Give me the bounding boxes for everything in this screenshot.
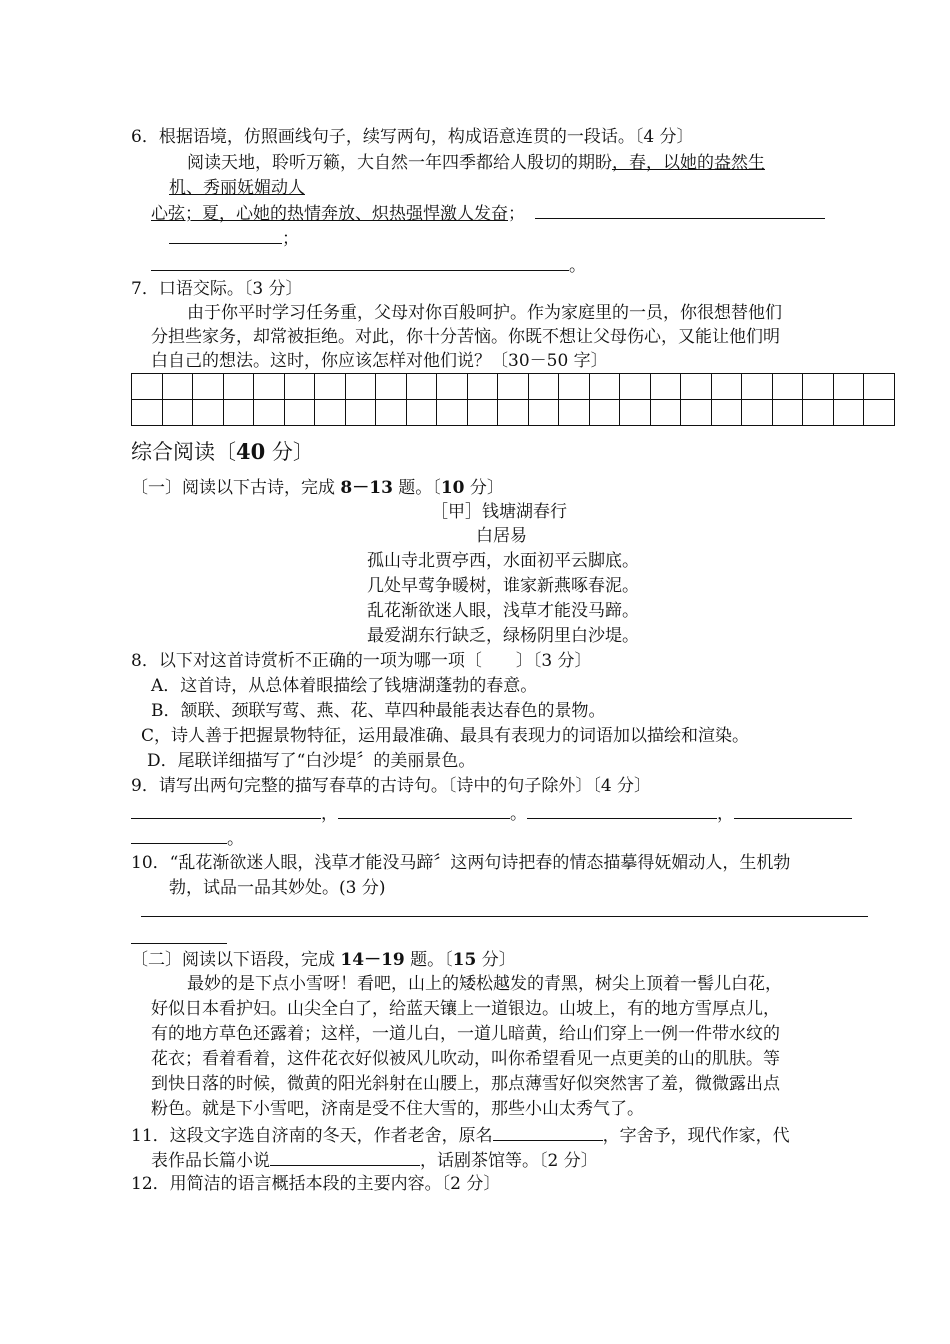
grid-row xyxy=(132,400,895,426)
q8-title: 8．以下对这首诗赏析不正确的一项为哪一项〔 〕〔3 分〕 xyxy=(131,651,592,671)
q6-passage-line3: 心弦；夏，心她的热情奔放、炽热强悍激人发奋； xyxy=(151,201,825,226)
q8-option-a[interactable]: A．这首诗，从总体着眼描绘了钱塘湖蓬勃的春意。 xyxy=(151,676,538,696)
q10-text-line2: 勃，试品一品其妙处。(3 分) xyxy=(169,878,386,898)
q7-answer-grid[interactable] xyxy=(131,373,895,426)
q6-passage-line5: 。 xyxy=(151,253,586,278)
q6-passage-line1 xyxy=(187,151,765,175)
q12-title: 12．用简洁的语言概括本段的主要内容。〔2 分〕 xyxy=(131,1174,501,1194)
passage-line: 粉色。就是下小雪吧，济南是受不住大雪的，那些小山太秀气了。 xyxy=(151,1099,644,1119)
q8-option-c[interactable]: C，诗人善于把握景物特征，运用最准确、最具有表现力的词语加以描绘和渲染。 xyxy=(141,726,750,746)
q9-answer-line: ， 。 ， xyxy=(131,801,852,826)
q9-answer-blank-2[interactable] xyxy=(338,801,510,819)
passage-line: 最妙的是下点小雪呀！看吧，山上的矮松越发的青黑，树尖上顶着一髻儿白花， xyxy=(187,974,782,994)
q6-passage-line4: ； xyxy=(169,226,299,251)
q7-text-line3: 白自己的想法。这时，你应该怎样对他们说？〔30－50 字〕 xyxy=(151,351,608,371)
q11-line2: 表作品长篇小说 ，话剧茶馆等。〔2 分〕 xyxy=(151,1148,598,1173)
q6-underlined-text-1: ，春，以她的盎然生 xyxy=(612,153,765,173)
passage-line: 到快日落的时候，微黄的阳光斜射在山腰上，那点薄雪好似突然害了羞，微微露出点 xyxy=(151,1074,780,1094)
poem-title: ［甲］钱塘湖春行 xyxy=(431,502,567,522)
poem-author: 白居易 xyxy=(476,526,527,546)
poem-line: 乱花渐欲迷人眼，浅草才能没马蹄。 xyxy=(367,601,639,621)
q7-text-line1: 由于你平时学习任务重，父母对你百般呵护。作为家庭里的一员，你很想替他们 xyxy=(187,303,782,323)
q11-original-name-blank[interactable] xyxy=(493,1123,603,1141)
q10-text-line1: 10．“乱花渐欲迷人眼，浅草才能没马蹄〞这两句诗把春的情态描摹得妩媚动人，生机勃 xyxy=(131,853,791,873)
poem-line: 最爱湖东行缺乏，绿杨阴里白沙堤。 xyxy=(367,626,639,646)
poem-line: 几处早莺争暖树，谁家新燕啄春泥。 xyxy=(367,576,639,596)
q6-answer-blank-2[interactable] xyxy=(169,226,282,244)
grid-row xyxy=(132,374,895,400)
q6-title: 6．根据语境，仿照画线句子，续写两句，构成语意连贯的一段话。〔4 分〕 xyxy=(131,127,694,147)
q8-option-d[interactable]: D．尾联详细描写了“白沙堤〞的美丽景色。 xyxy=(147,751,476,771)
q6-answer-blank-3[interactable] xyxy=(151,253,569,271)
q6-plain-text: 阅读天地，聆听万籁，大自然一年四季都给人殷切的期盼 xyxy=(187,153,612,173)
q9-title: 9．请写出两句完整的描写春草的古诗句。〔诗中的句子除外〕〔4 分〕 xyxy=(131,776,652,796)
q9-answer-blank-3[interactable] xyxy=(527,801,717,819)
q7-title: 7．口语交际。〔3 分〕 xyxy=(131,279,303,299)
q6-underlined-text-2: 机、秀丽妩媚动人 xyxy=(169,178,305,198)
part1-instruction: 〔一〕阅读以下古诗，完成 8－13 题。〔10 分〕 xyxy=(131,478,504,498)
q9-answer-blank-5[interactable] xyxy=(131,826,227,844)
q6-underlined-text-3: 心弦；夏，心她的热情奔放、炽热强悍激人发奋 xyxy=(151,204,508,224)
passage-line: 花衣；看着看着，这件花衣好似被风儿吹动，叫你希望看见一点更美的山的肌肤。等 xyxy=(151,1049,780,1069)
q6-answer-blank-1[interactable] xyxy=(535,201,825,219)
q8-option-b[interactable]: B．颔联、颈联写莺、燕、花、草四种最能表达春色的景物。 xyxy=(151,701,606,721)
q9-answer-blank-4[interactable] xyxy=(734,801,852,819)
q10-answer-line-short[interactable] xyxy=(131,943,227,944)
section-heading: 综合阅读〔40 分〕 xyxy=(131,439,314,464)
q7-text-line2: 分担些家务，却常被拒绝。对此，你十分苦恼。你既不想让父母伤心，又能让他们明 xyxy=(151,327,780,347)
q11-novel-blank[interactable] xyxy=(270,1148,420,1166)
part2-instruction: 〔二〕阅读以下语段，完成 14－19 题。〔15 分〕 xyxy=(131,950,516,970)
q11-line1: 11．这段文字选自济南的冬天，作者老舍，原名 ，字舍予，现代作家，代 xyxy=(131,1123,790,1148)
q10-answer-line[interactable] xyxy=(141,916,868,917)
q9-answer-blank-1[interactable] xyxy=(131,801,321,819)
poem-line: 孤山寺北贾亭西，水面初平云脚底。 xyxy=(367,551,639,571)
q9-answer-line-2: 。 xyxy=(131,826,244,851)
passage-line: 有的地方草色还露着；这样，一道儿白，一道儿暗黄，给山们穿上一例一件带水纹的 xyxy=(151,1024,780,1044)
passage-line: 好似日本看护妇。山尖全白了，给蓝天镶上一道银边。山坡上，有的地方雪厚点儿， xyxy=(151,999,780,1019)
